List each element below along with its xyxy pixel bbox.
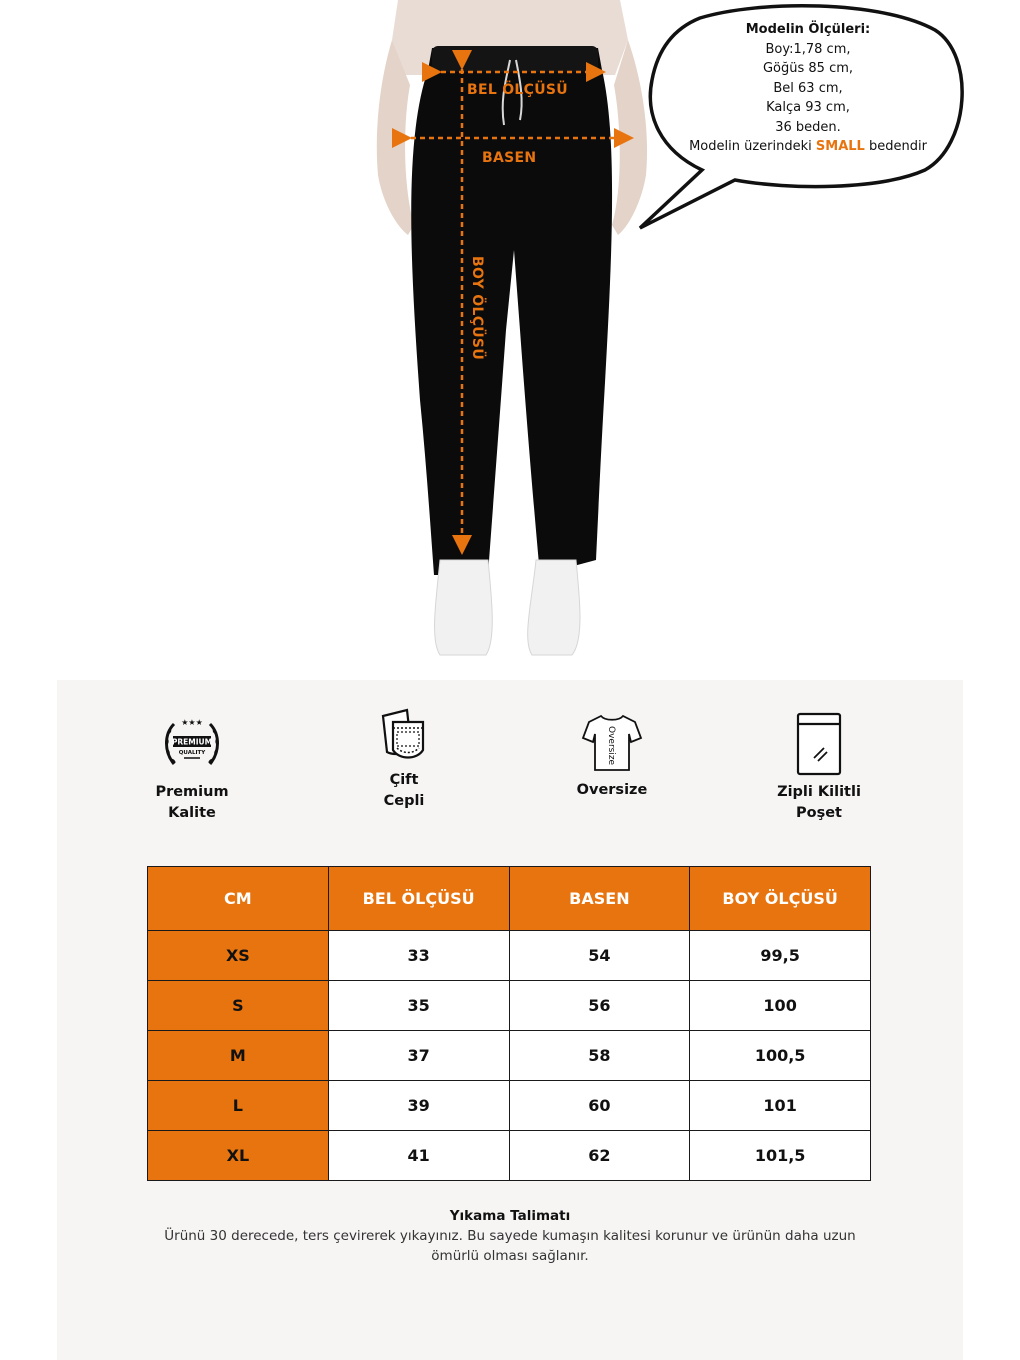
- waist-cell: 33: [328, 931, 509, 981]
- length-cell: 101: [690, 1081, 871, 1131]
- hip-cell: 54: [509, 931, 690, 981]
- model-info-line: Bel 63 cm,: [773, 80, 843, 96]
- model-info: [668, 20, 948, 157]
- header-cm: CM: [148, 867, 329, 931]
- size-cell: XS: [148, 931, 329, 981]
- hip-measure-label: BASEN: [482, 150, 537, 166]
- model-info-line: Kalça 93 cm,: [766, 100, 850, 115]
- hip-cell: 62: [509, 1131, 690, 1181]
- length-cell: 100: [690, 981, 871, 1031]
- feature-zip-bag: [744, 712, 894, 824]
- size-cell: L: [148, 1081, 329, 1131]
- length-cell: 101,5: [690, 1131, 871, 1181]
- size-table: [147, 866, 871, 1181]
- waist-cell: 39: [328, 1081, 509, 1131]
- size-cell: XL: [148, 1131, 329, 1181]
- feature-oversize: [537, 712, 687, 801]
- model-info-line: 36 beden.: [775, 119, 841, 135]
- model-info-line: Boy:1,78 cm,: [765, 41, 851, 57]
- size-note-prefix: Modelin üzerindeki: [689, 139, 812, 154]
- care-instructions: [140, 1206, 880, 1266]
- svg-text:★★★: ★★★: [181, 718, 203, 727]
- size-cell: S: [148, 981, 329, 1031]
- waist-cell: 41: [328, 1131, 509, 1181]
- size-note-suffix: bedendir: [868, 139, 927, 154]
- table-row: [148, 1081, 871, 1131]
- length-measure-label: BOY ÖLÇÜSÜ: [469, 255, 485, 360]
- hip-cell: 58: [509, 1031, 690, 1081]
- table-row: [148, 1131, 871, 1181]
- feature-double-pocket: [329, 706, 479, 812]
- length-cell: 99,5: [690, 931, 871, 981]
- hip-cell: 56: [509, 981, 690, 1031]
- header-waist: BEL ÖLÇÜSÜ: [328, 867, 509, 931]
- table-row: [148, 1031, 871, 1081]
- oversize-tshirt-icon: [581, 712, 643, 774]
- hip-cell: 60: [509, 1081, 690, 1131]
- table-row: [148, 931, 871, 981]
- header-length: BOY ÖLÇÜSÜ: [690, 867, 871, 931]
- waist-cell: 37: [328, 1031, 509, 1081]
- model-info-line: Göğüs 85 cm,: [762, 61, 854, 76]
- feature-label: Çift Cepli: [383, 772, 425, 809]
- length-cell: 100,5: [690, 1031, 871, 1081]
- oversize-icon-text: Oversize: [606, 726, 616, 766]
- care-text: Ürünü 30 derecede, ters çevirerek yıkayınız. Bu sayede kumaşın kalitesi korunur ve ürünün daha uzun ömürlü olması sağlanır.: [164, 1228, 856, 1264]
- right-sneaker: [528, 560, 580, 655]
- size-cell: M: [148, 1031, 329, 1081]
- waistband: [432, 46, 598, 72]
- model-size-note: [668, 137, 948, 157]
- table-row: [148, 981, 871, 1031]
- zip-lock-bag-icon: [794, 712, 844, 776]
- care-title: Yıkama Talimatı: [449, 1208, 571, 1224]
- table-header-row: [148, 867, 871, 931]
- badge-text-premium: PREMIUM: [171, 737, 213, 747]
- left-sneaker: [435, 560, 493, 655]
- size-note-highlight: SMALL: [815, 139, 865, 154]
- model-info-title: Modelin Ölçüleri:: [745, 22, 871, 37]
- premium-quality-badge-icon: [160, 712, 224, 776]
- feature-label: Zipli Kilitli Poşet: [777, 784, 861, 821]
- header-hip: BASEN: [509, 867, 690, 931]
- feature-premium: [117, 712, 267, 824]
- right-arm: [612, 40, 647, 235]
- feature-label: Oversize: [576, 782, 648, 798]
- pants: [411, 48, 612, 575]
- badge-text-quality: QUALITY: [178, 750, 206, 756]
- feature-label: Premium Kalite: [155, 784, 229, 821]
- double-pocket-icon: [377, 706, 431, 764]
- waist-cell: 35: [328, 981, 509, 1031]
- waist-measure-label: BEL ÖLÇÜSÜ: [467, 82, 568, 98]
